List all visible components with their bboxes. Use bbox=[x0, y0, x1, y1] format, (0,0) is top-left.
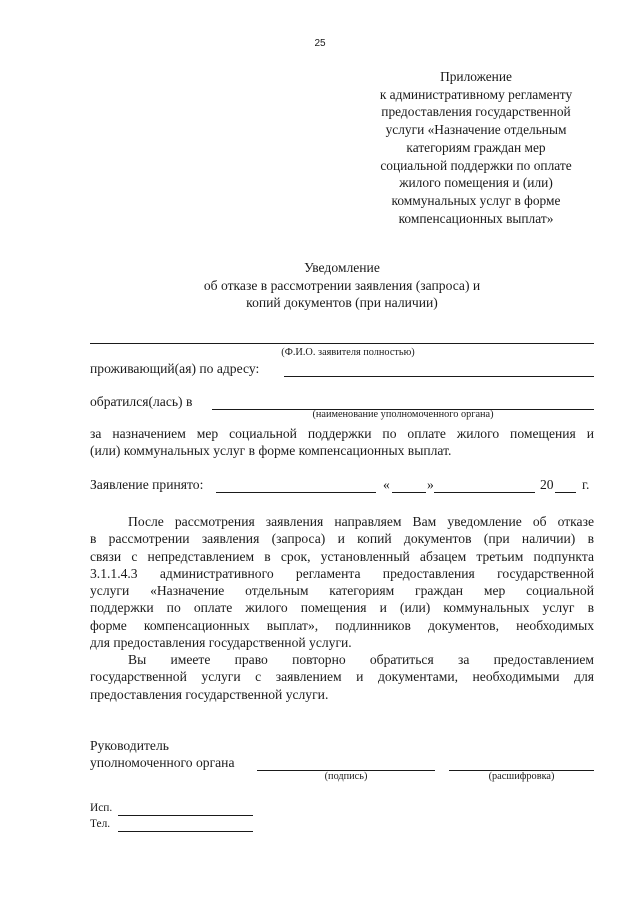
year-fill-line[interactable] bbox=[555, 492, 576, 493]
purpose-line: (или) коммунальных услуг в форме компенсационных выплат. bbox=[90, 443, 452, 459]
fio-fill-line[interactable] bbox=[90, 343, 594, 344]
title-line: об отказе в рассмотрении заявления (запроса) и bbox=[203, 277, 481, 293]
transcript-caption: (расшифровка) bbox=[488, 771, 555, 782]
notice-paragraph bbox=[90, 513, 594, 651]
accepted-label: Заявление принято: bbox=[90, 477, 204, 492]
date-close-quote: » bbox=[427, 477, 434, 492]
annex-line: категориям граждан мер bbox=[406, 139, 546, 155]
page-number: 25 bbox=[314, 38, 326, 49]
annex-line: жилого помещения и (или) bbox=[399, 175, 553, 191]
annex-line: компенсационных выплат» bbox=[398, 210, 554, 226]
executor-label: Исп. bbox=[90, 802, 113, 814]
annex-line: социальной поддержки по оплате bbox=[380, 157, 572, 173]
organ-label: уполномоченного органа bbox=[90, 755, 235, 770]
annex-line: коммунальных услуг в форме bbox=[391, 192, 561, 208]
notice-line: форме компенсационных выплат», подлинников документов, необходимых bbox=[90, 617, 594, 633]
purpose-text bbox=[90, 425, 594, 460]
address-fill-line[interactable] bbox=[284, 376, 594, 377]
notice-line: для предоставления государственной услуги. bbox=[90, 635, 352, 651]
rights-line: предоставления государственной услуги. bbox=[90, 686, 329, 702]
year-prefix: 20 bbox=[540, 477, 554, 492]
rights-paragraph bbox=[90, 651, 594, 703]
annex-header bbox=[360, 68, 592, 227]
fio-caption: (Ф.И.О. заявителя полностью) bbox=[281, 347, 415, 358]
document-title bbox=[90, 259, 594, 312]
phone-fill-line[interactable] bbox=[118, 831, 253, 832]
date-open-quote: « bbox=[383, 477, 390, 492]
day-fill-line[interactable] bbox=[392, 492, 426, 493]
annex-line: к административному регламенту bbox=[379, 86, 573, 102]
title-line: Уведомление bbox=[304, 260, 380, 275]
annex-line: Приложение bbox=[440, 69, 512, 84]
residing-label: проживающий(ая) по адресу: bbox=[90, 361, 260, 376]
notice-line: 3.1.1.4.3 административного регламента предоставления государственной bbox=[90, 565, 594, 581]
executor-fill-line[interactable] bbox=[118, 815, 253, 816]
notice-line: связи с непредставлением в срок, установленный абзацем третьим подпункта bbox=[90, 548, 594, 564]
accepted-by-fill-line[interactable] bbox=[216, 492, 376, 493]
year-suffix: г. bbox=[582, 477, 590, 492]
month-fill-line[interactable] bbox=[434, 492, 535, 493]
purpose-line: за назначением мер социальной поддержки по оплате жилого помещения и bbox=[90, 426, 594, 441]
notice-line: После рассмотрения заявления направляем Вам уведомление об отказе bbox=[128, 514, 594, 529]
annex-line: услуги «Назначение отдельным bbox=[385, 122, 567, 138]
notice-line: поддержки по оплате жилого помещения и (или) коммунальных услуг в bbox=[90, 600, 594, 616]
rights-line: Вы имеете право повторно обратиться за предоставлением bbox=[128, 652, 594, 667]
head-label: Руководитель bbox=[90, 738, 169, 753]
applied-label: обратился(лась) в bbox=[90, 394, 193, 409]
organ-caption: (наименование уполномоченного органа) bbox=[312, 409, 494, 420]
notice-line: услуги «Назначение отдельным категориям граждан мер социальной bbox=[90, 583, 594, 599]
annex-line: предоставления государственной bbox=[381, 104, 571, 120]
rights-line: государственной услуги с заявлением и документами, необходимыми для bbox=[90, 669, 594, 685]
title-line: копий документов (при наличии) bbox=[246, 295, 438, 310]
signature-caption: (подпись) bbox=[324, 771, 368, 782]
notice-line: в рассмотрении заявления (запроса) и копий документов (при наличии) в bbox=[90, 531, 594, 547]
phone-label: Тел. bbox=[90, 818, 111, 830]
